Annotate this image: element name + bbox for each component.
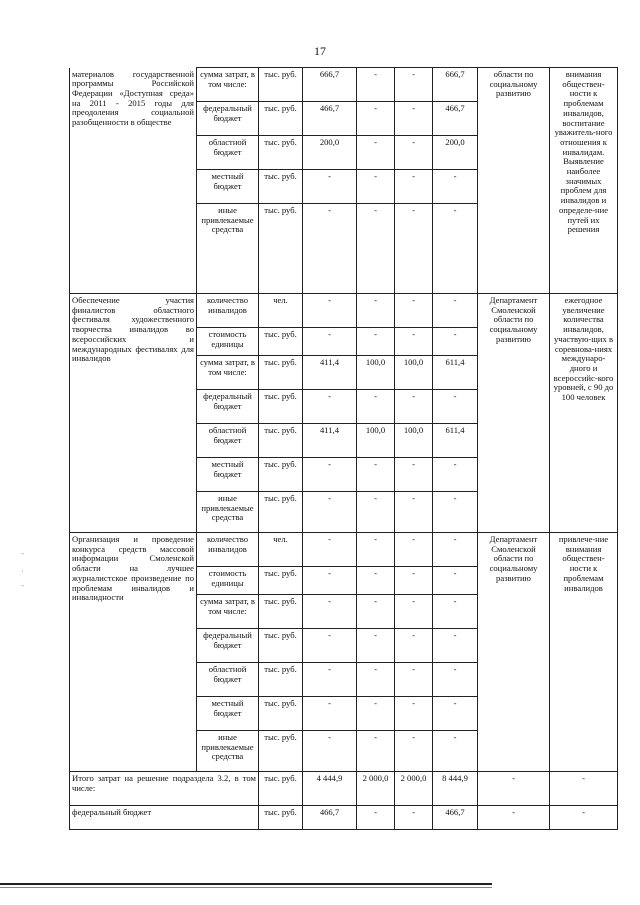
total-v1-cell: 466,7: [303, 806, 357, 830]
total-cell: 666,7: [433, 68, 478, 102]
v1-cell: -: [303, 204, 357, 294]
indicator-cell: иные привлекаемые средства: [197, 492, 259, 533]
result-cell: привлече-ние внимания обществен-ности к проблемам инвалидов: [550, 533, 618, 772]
v3-cell: -: [395, 458, 433, 492]
v1-cell: -: [303, 731, 357, 772]
v3-cell: -: [395, 136, 433, 170]
margin-mark: -: [21, 548, 24, 558]
indicator-cell: областной бюджет: [197, 136, 259, 170]
v2-cell: -: [357, 731, 395, 772]
v2-cell: -: [357, 328, 395, 356]
v2-cell: -: [357, 697, 395, 731]
total-cell: -: [433, 567, 478, 595]
unit-cell: тыс. руб.: [259, 390, 303, 424]
v3-cell: -: [395, 731, 433, 772]
v1-cell: 666,7: [303, 68, 357, 102]
total-cell: -: [433, 492, 478, 533]
total-row: [70, 806, 618, 830]
page-number: 17: [314, 44, 326, 58]
total-cell: -: [433, 629, 478, 663]
v3-cell: -: [395, 663, 433, 697]
unit-cell: тыс. руб.: [259, 731, 303, 772]
v2-cell: -: [357, 492, 395, 533]
total-v1-cell: 4 444,9: [303, 772, 357, 806]
table-row: [70, 533, 618, 567]
unit-cell: чел.: [259, 533, 303, 567]
total-cell: -: [433, 731, 478, 772]
unit-cell: тыс. руб.: [259, 663, 303, 697]
v2-cell: 100,0: [357, 356, 395, 390]
v1-cell: 200,0: [303, 136, 357, 170]
indicator-cell: сумма затрат, в том числе:: [197, 356, 259, 390]
v2-cell: -: [357, 102, 395, 136]
v2-cell: -: [357, 567, 395, 595]
indicator-cell: федеральный бюджет: [197, 629, 259, 663]
v3-cell: 100,0: [395, 356, 433, 390]
unit-cell: тыс. руб.: [259, 567, 303, 595]
total-cell: 200,0: [433, 136, 478, 170]
v3-cell: 100,0: [395, 424, 433, 458]
v1-cell: -: [303, 458, 357, 492]
indicator-cell: сумма затрат, в том числе:: [197, 68, 259, 102]
v2-cell: -: [357, 595, 395, 629]
indicator-cell: областной бюджет: [197, 663, 259, 697]
total-cell: -: [433, 390, 478, 424]
v3-cell: -: [395, 170, 433, 204]
indicator-cell: сумма затрат, в том числе:: [197, 595, 259, 629]
v1-cell: 466,7: [303, 102, 357, 136]
indicator-cell: местный бюджет: [197, 170, 259, 204]
unit-cell: тыс. руб.: [259, 595, 303, 629]
total-row: [70, 772, 618, 806]
measure-cell: Обеспечение участия финалистов областного фестиваля художественного творчества инвалидов во всероссийских и международных фестивалях для инвалидов: [70, 294, 197, 533]
total-v2-cell: 2 000,0: [357, 772, 395, 806]
unit-cell: тыс. руб.: [259, 170, 303, 204]
unit-cell: тыс. руб.: [259, 424, 303, 458]
total-executor-cell: -: [478, 806, 550, 830]
unit-cell: тыс. руб.: [259, 492, 303, 533]
total-result-cell: -: [550, 806, 618, 830]
v3-cell: -: [395, 204, 433, 294]
budget-table: [69, 67, 618, 830]
result-cell: внимания обществен-ности к проблемам инвалидов, воспитание уважитель-ного отношения к инвалидам. Выявление наиболее значимых проблем для инвалидов и определе-ние путей их решения: [550, 68, 618, 294]
v3-cell: -: [395, 629, 433, 663]
table-row: [70, 294, 618, 328]
indicator-cell: областной бюджет: [197, 424, 259, 458]
total-cell: -: [433, 328, 478, 356]
v1-cell: -: [303, 328, 357, 356]
indicator-cell: иные привлекаемые средства: [197, 731, 259, 772]
v1-cell: -: [303, 492, 357, 533]
total-result-cell: -: [550, 772, 618, 806]
total-v3-cell: 2 000,0: [395, 772, 433, 806]
v3-cell: -: [395, 390, 433, 424]
v1-cell: -: [303, 390, 357, 424]
v3-cell: -: [395, 595, 433, 629]
indicator-cell: стоимость единицы: [197, 567, 259, 595]
total-cell: -: [433, 595, 478, 629]
v2-cell: -: [357, 170, 395, 204]
v1-cell: -: [303, 533, 357, 567]
indicator-cell: количество инвалидов: [197, 533, 259, 567]
indicator-cell: иные привлекаемые средства: [197, 204, 259, 294]
total-cell: -: [433, 294, 478, 328]
v3-cell: -: [395, 294, 433, 328]
executor-cell: Департамент Смоленской области по социальному развитию: [478, 294, 550, 533]
total-cell: 611,4: [433, 356, 478, 390]
indicator-cell: стоимость единицы: [197, 328, 259, 356]
total-cell: -: [433, 663, 478, 697]
table-row: [70, 68, 618, 102]
total-total-cell: 466,7: [433, 806, 478, 830]
unit-cell: тыс. руб.: [259, 204, 303, 294]
v1-cell: -: [303, 663, 357, 697]
result-cell: ежегодное увеличение количества инвалидов, участвую-щих в соревнова-ниях междунаро-дного и всероссийс-кого уровней, с 90 до 100 человек: [550, 294, 618, 533]
total-label-cell: федеральный бюджет: [70, 806, 259, 830]
unit-cell: тыс. руб.: [259, 458, 303, 492]
v3-cell: -: [395, 102, 433, 136]
total-unit-cell: тыс. руб.: [259, 806, 303, 830]
v2-cell: -: [357, 390, 395, 424]
v2-cell: -: [357, 294, 395, 328]
total-cell: 466,7: [433, 102, 478, 136]
total-unit-cell: тыс. руб.: [259, 772, 303, 806]
unit-cell: тыс. руб.: [259, 356, 303, 390]
total-v2-cell: -: [357, 806, 395, 830]
v3-cell: -: [395, 328, 433, 356]
v1-cell: -: [303, 697, 357, 731]
margin-mark: ·: [21, 566, 24, 576]
total-cell: -: [433, 533, 478, 567]
total-v3-cell: -: [395, 806, 433, 830]
v1-cell: -: [303, 170, 357, 204]
total-cell: -: [433, 170, 478, 204]
total-cell: 611,4: [433, 424, 478, 458]
v3-cell: -: [395, 68, 433, 102]
v1-cell: -: [303, 294, 357, 328]
v3-cell: -: [395, 697, 433, 731]
unit-cell: чел.: [259, 294, 303, 328]
total-cell: -: [433, 458, 478, 492]
executor-cell: области по социальному развитию: [478, 68, 550, 294]
v2-cell: -: [357, 629, 395, 663]
measure-cell: материалов государственной программы Российской Федерации «Доступная среда» на 2011 - 2015 годы для преодоления социальной разобщенности в обществе: [70, 68, 197, 294]
indicator-cell: количество инвалидов: [197, 294, 259, 328]
footer-rule: [0, 887, 492, 888]
v1-cell: -: [303, 567, 357, 595]
v1-cell: -: [303, 595, 357, 629]
margin-mark: -: [21, 580, 24, 590]
unit-cell: тыс. руб.: [259, 136, 303, 170]
unit-cell: тыс. руб.: [259, 68, 303, 102]
indicator-cell: местный бюджет: [197, 458, 259, 492]
total-total-cell: 8 444,9: [433, 772, 478, 806]
unit-cell: тыс. руб.: [259, 629, 303, 663]
measure-cell: Организация и проведение конкурса средств массовой информации Смоленской области на лучшее журналистское произведение по проблемам инвалидов и инвалидности: [70, 533, 197, 772]
total-cell: -: [433, 204, 478, 294]
executor-cell: Департамент Смоленской области по социальному развитию: [478, 533, 550, 772]
footer-rule: [0, 883, 492, 885]
v2-cell: -: [357, 68, 395, 102]
v1-cell: 411,4: [303, 424, 357, 458]
total-cell: -: [433, 697, 478, 731]
v1-cell: -: [303, 629, 357, 663]
v3-cell: -: [395, 567, 433, 595]
v2-cell: -: [357, 458, 395, 492]
unit-cell: тыс. руб.: [259, 697, 303, 731]
v2-cell: -: [357, 663, 395, 697]
unit-cell: тыс. руб.: [259, 102, 303, 136]
total-label-cell: Итого затрат на решение подраздела 3.2, в том числе:: [70, 772, 259, 806]
indicator-cell: федеральный бюджет: [197, 102, 259, 136]
unit-cell: тыс. руб.: [259, 328, 303, 356]
v3-cell: -: [395, 492, 433, 533]
v2-cell: -: [357, 204, 395, 294]
total-executor-cell: -: [478, 772, 550, 806]
indicator-cell: федеральный бюджет: [197, 390, 259, 424]
indicator-cell: местный бюджет: [197, 697, 259, 731]
v2-cell: -: [357, 533, 395, 567]
v1-cell: 411,4: [303, 356, 357, 390]
v2-cell: 100,0: [357, 424, 395, 458]
v2-cell: -: [357, 136, 395, 170]
v3-cell: -: [395, 533, 433, 567]
